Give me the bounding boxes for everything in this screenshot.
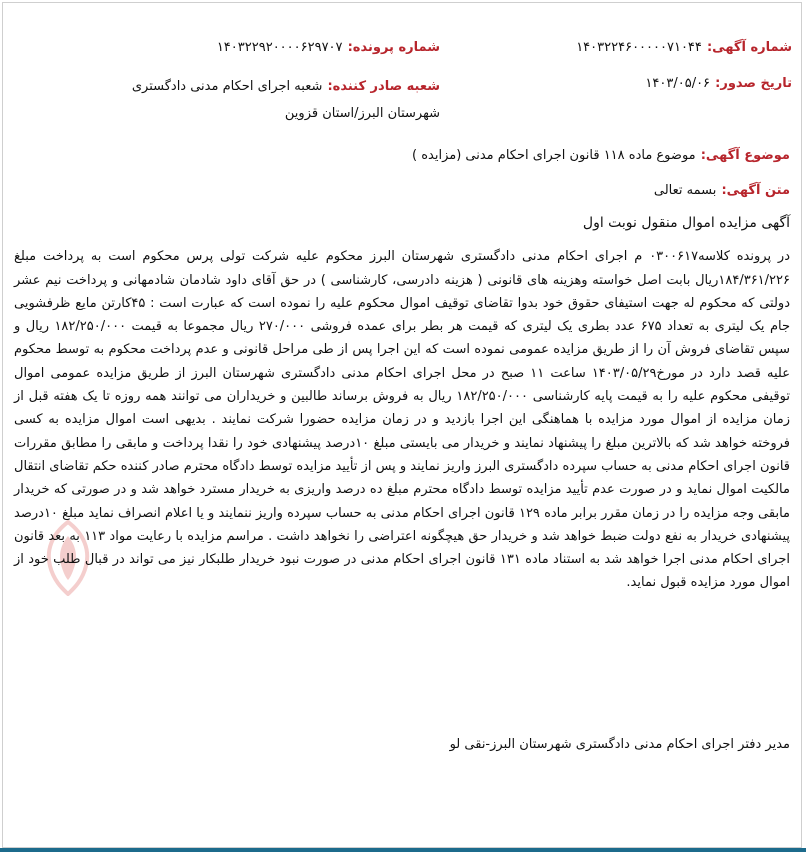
notice-text-heading: بسمه تعالی (653, 183, 717, 198)
ad-number-value: ۱۴۰۳۲۲۴۶۰۰۰۰۰۷۱۰۴۴ (576, 40, 702, 55)
subject-field (412, 144, 790, 163)
ad-number-field (576, 36, 792, 55)
issue-date-value: ۱۴۰۳/۰۵/۰۶ (645, 76, 711, 91)
issue-date-label: تاریخ صدور: (715, 76, 792, 91)
case-number-label: شماره پرونده: (347, 40, 440, 55)
subject-label: موضوع آگهی: (700, 148, 790, 163)
notice-paragraph: در پرونده کلاسه۰۳۰۰۶۱۷ م اجرای احکام مدنی دادگستری شهرستان البرز محکوم علیه شرکت تولی پرس محکوم است به پرداخت مبلغ ۱۸۴/۳۶۱/۲۲۶ریال بابت اصل خواسته وهزینه های قانونی ( هزینه دادرسی، کارشناسی ) در حق آقای داود شادمان شادمهانی و پرداخت نیم عشر دولتی که محکوم له جهت استیفای حقوق خود بدوا تقاضای توقیف اموال محکوم علیه را نموده است که عبارت است : ۴۵کارتن مایع ظرفشویی جام یک لیتری به تعداد ۶۷۵ عدد بطری یک لیتری که قیمت هر بطر برای عمده فروشی ۲۷۰/۰۰۰ ریال مجموعا به قیمت ۱۸۲/۲۵۰/۰۰۰ ریال و سپس تقاضای فروش آن را از طریق مزایده عمومی نموده است که این اجرا پس از طی مراحل قانونی و عدم پرداخت محکوم به توسط محکوم علیه قصد دارد در مورخ۱۴۰۳/۰۵/۲۹ ساعت ۱۱ صبح در محل اجرای احکام مدنی دادگستری شهرستان البرز از طریق مزایده عمومی اموال توقیفی محکوم علیه را به قیمت پایه کارشناسی ۱۸۲/۲۵۰/۰۰۰ ریال به فروش برساند طالبین و خریداران می توانند همه روزه تا یک هفته قبل از زمان مزایده از اموال مورد مزایده با هماهنگی این اجرا بازدید و در زمان مزایده حضورا شرکت نمایند . بدیهی است اموال مزایده به کسی فروخته خواهد شد که بالاترین مبلغ را پیشنهاد نمایند و خریدار می بایستی مبلغ ۱۰درصد پیشنهادی خود را نقدا پرداخت و مابقی را مطابق مقررات قانون اجرای احکام مدنی به حساب سپرده دادگستری البرز واریز نمایند و پس از تأیید مزایده توسط دادگاه محترم صادر کننده حکم تقاضای انتقال مالکیت اموال نماید و در صورت عدم تأیید مزایده توسط دادگاه محترم مبلغ ده درصد واریزی به خریدار مسترد خواهد شد و در صورتی که خریدار مابقی وجه مزایده را در زمان مقرر برابر ماده ۱۲۹ قانون اجرای احکام مدنی به حساب سپرده واریز ننمایند و یا اعلام انصراف نماید مبلغ ۱۰درصد پیشنهادی خریدار به نفع دولت ضبط خواهد شد و خریدار حق هیچگونه اعتراضی را نخواهد داشت . مراسم مزایده با رعایت مواد ۱۱۳ به بعد قانون اجرای احکام مدنی اجرا خواهد شد به استناد ماده ۱۳۱ قانون اجرای احکام مدنی در صورت نبود خریدار طلبکار نیز می تواند در قبال طلب خود از اموال مورد مزایده قبول نماید. (14, 249, 791, 591)
case-number-field (217, 36, 440, 55)
notice-text-label: متن آگهی: (721, 183, 790, 198)
notice-body (14, 212, 790, 595)
issue-date-field (645, 72, 792, 91)
notice-text-field (654, 179, 790, 198)
issuing-branch-label: شعبه صادر کننده: (327, 79, 440, 94)
ad-number-label: شماره آگهی: (706, 40, 792, 55)
subject-value: موضوع ماده ۱۱۸ قانون اجرای احکام مدنی (مزایده ) (412, 148, 696, 163)
case-number-value: ۱۴۰۳۲۲۹۲۰۰۰۰۶۲۹۷۰۷ (216, 40, 343, 55)
notice-title: آگهی مزایده اموال منقول نوبت اول (582, 215, 790, 231)
issuing-branch-value: شعبه اجرای احکام مدنی دادگستری شهرستان البرز/استان قزوین (131, 79, 440, 121)
signature-line: مدیر دفتر اجرای احکام مدنی دادگستری شهرستان البرز-نقی لو (449, 737, 790, 752)
bottom-accent-bar (0, 848, 806, 852)
issuing-branch-field (95, 72, 440, 126)
